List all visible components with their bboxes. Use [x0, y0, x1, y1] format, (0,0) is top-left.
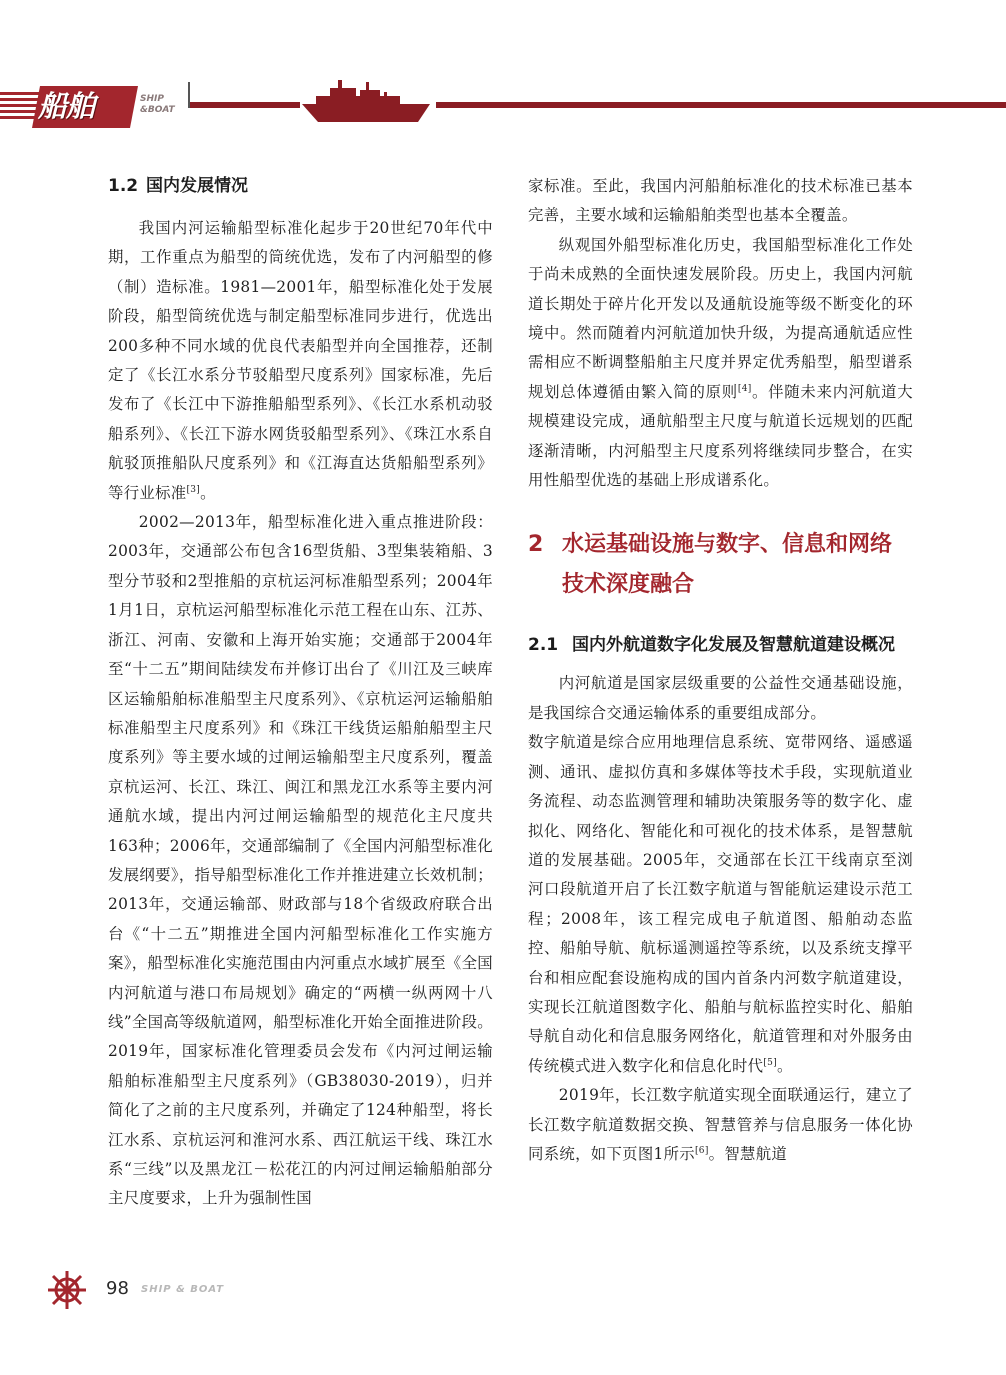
- citation-ref: [3]: [186, 484, 201, 495]
- section-title: 水运基础设施与数字、信息和网络技术深度融合: [562, 532, 893, 598]
- paragraph-text: 2019年，长江数字航道实现全面联通运行，建立了长江数字航道数据交换、智慧管养与信息服务一体化协同系统，如下页图1所示: [528, 1086, 913, 1163]
- section-heading-1-2: [108, 172, 493, 200]
- right-column: [528, 172, 913, 1169]
- section-number: 2: [528, 532, 544, 558]
- section-number: 2.1: [528, 635, 559, 656]
- paragraph: 2002—2013年，船型标准化进入重点推进阶段：2003年，交通部公布包含16型货船、3型集装箱船、3型分节驳和2型推船的京杭运河标准船型系列；2004年1月1日，京杭运河船型标准化示范工程在山东、江苏、浙江、河南、安徽和上海开始实施；交通部于2004年至“十二五”期间陆续发布并修订出台了《川江及三峡库区运输船舶标准船型主尺度系列》、《京杭运河运输船舶标准船型主尺度系列》和《珠江干线货运船舶船型主尺度系列》等主要水域的过闸运输船型主尺度系列，覆盖京杭运河、长江、珠江、闽江和黑龙江水系等主要内河通航水域，提出内河过闸运输船型的规范化主尺度共163种；2006年，交通部编制了《全国内河船型标准化发展纲要》，指导船型标准化工作并推进建立长效机制；2013年，交通运输部、财政部与18个省级政府联合出台《“十二五”期推进全国内河船型标准化工作实施方案》，船型标准化实施范围由内河重点水域扩展至《全国内河航道与港口布局规划》确定的“两横一纵两网十八线”全国高等级航道网，船型标准化开始全面推进阶段。2019年，国家标准化管理委员会发布《内河过闸运输船舶标准船型主尺度系列》（GB38030-2019），归并简化了之前的主尺度系列，并确定了124种船型，将长江水系、京杭运河和淮河水系、西江航运干线、珠江水系“三线”以及黑龙江－松花江的内河过闸运输船舶部分主尺度要求，上升为强制性国: [108, 513, 493, 1208]
- paragraph-continued: 家标准。至此，我国内河船舶标准化的技术标准已基本完善，主要水域和运输船舶类型也基本全覆盖。: [528, 177, 913, 225]
- section-heading-2-1: [528, 631, 913, 659]
- citation-ref: [6]: [695, 1145, 709, 1156]
- paragraph-text: 。伴随未来内河航道大规模建设完成，通航船型主尺度与航道长远规划的匹配逐渐清晰，内河船型主尺度系列将继续同步整合，在实用性船型优选的基础上形成谱系化。: [528, 382, 913, 490]
- paragraph: [528, 728, 913, 1081]
- section-title: 国内发展情况: [146, 176, 248, 196]
- paragraph-text: 纵观国外船型标准化历史，我国船型标准化工作处于尚未成熟的全面快速发展阶段。历史上，我国内河航道长期处于碎片化开发以及通航设施等级不断变化的环境中。然而随着内河航道加快升级，为提高通航适应性需相应不断调整船舶主尺度并界定优秀船型，船型谱系规划总体遵循由繁入简的原则: [528, 235, 913, 401]
- citation-ref: [4]: [737, 383, 752, 394]
- section-number: 1.2: [108, 176, 139, 196]
- brand-logo-cn: 船舶: [38, 89, 95, 123]
- left-column: [108, 172, 493, 1214]
- period: 。: [200, 483, 216, 502]
- paragraph: [108, 214, 493, 508]
- citation-ref: [5]: [763, 1057, 778, 1068]
- paragraph-text: 数字航道是综合应用地理信息系统、宽带网络、遥感遥测、通讯、虚拟仿真和多媒体等技术手段，实现航道业务流程、动态监测管理和辅助决策服务等的数字化、虚拟化、网络化、智能化和可视化的技术体系，是智慧航道的发展基础。2005年，交通部在长江干线南京至浏河口段航道开启了长江数字航道与智能航运建设示范工程；2008年，该工程完成电子航道图、船舶动态监控、船舶导航、航标遥测遥控等系统，以及系统支撑平台和相应配套设施构成的国内首条内河数字航道建设，实现长江航道图数字化、船舶与航标监控实时化、船舶导航自动化和信息服务网络化，航道管理和对外服务由传统模式进入数字化和信息化时代: [528, 733, 913, 1075]
- section-heading-2: [528, 525, 913, 605]
- ship-silhouette-icon: [302, 80, 430, 122]
- brand-logo-en: [140, 94, 188, 120]
- ship-wheel-icon: [46, 1269, 88, 1311]
- period: 。: [777, 1056, 793, 1075]
- brand-logo-en-line2: &BOAT: [140, 105, 175, 115]
- footer-brand: SHIP & BOAT: [141, 1284, 225, 1295]
- paragraph: [528, 1081, 913, 1169]
- paragraph: 内河航道是国家层级重要的公益性交通基础设施，是我国综合交通运输体系的重要组成部分。: [528, 674, 913, 722]
- section-title: 国内外航道数字化发展及智慧航道建设概况: [572, 635, 895, 656]
- paragraph-text: 我国内河运输船型标准化起步于20世纪70年代中期，工作重点为船型的筒统优选，发布了内河船型的修（制）造标准。1981—2001年，船型标准化处于发展阶段，船型筒统优选与制定船型标准同步进行，优选出200多种不同水域的优良代表船型并向全国推荐，还制定了《长江水系分节驳船型尺度系列》国家标准，先后发布了《长江中下游推船船型系列》、《长江水系机动驳船系列》、《长江下游水网货驳船型系列》、《珠江水系自航驳顶推船队尺度系列》和《江海直达货船船型系列》等行业标准: [108, 219, 493, 502]
- paragraph-text: 。智慧航道: [708, 1144, 788, 1163]
- brand-logo-en-line1: SHIP: [140, 94, 164, 104]
- page-number: 98: [106, 1278, 129, 1299]
- paragraph: [528, 231, 913, 496]
